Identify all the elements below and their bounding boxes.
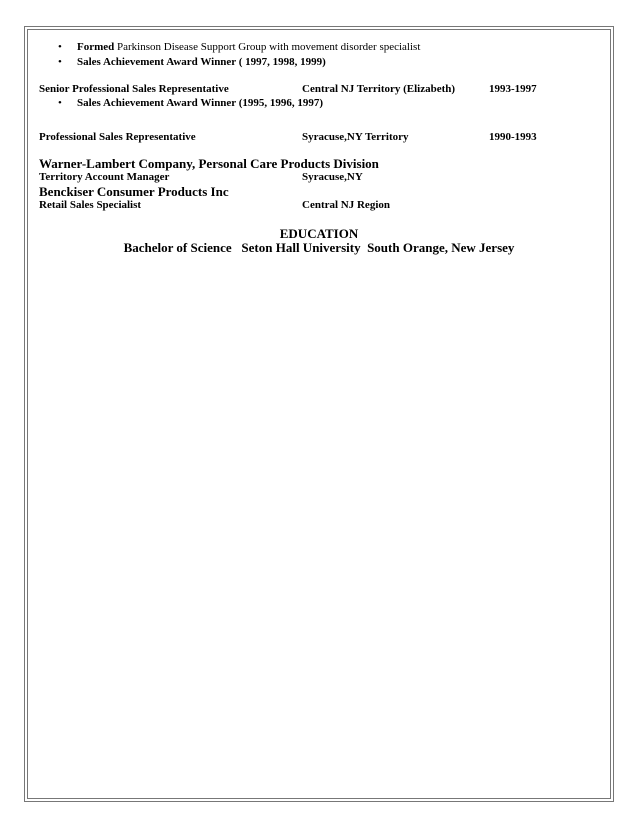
education-heading: EDUCATION [279,226,359,241]
bullet-text: Sales Achievement Award Winner (1995, 1996, 1997) [77,97,324,109]
company-name: Warner-Lambert Company, Personal Care Products Division [39,156,379,171]
company-location: Syracuse,NY [302,171,363,183]
position-title: Senior Professional Sales Representative [39,83,229,95]
company-location: Central NJ Region [302,199,390,211]
position-title: Professional Sales Representative [39,131,196,143]
education-line [27,240,611,255]
bullet-marker: • [58,56,62,68]
bullet-bold-text: Sales Achievement Award Winner ( 1997, 1998, 1999) [77,56,326,68]
position-territory: Syracuse,NY Territory [302,131,409,143]
bullet-marker: • [58,41,62,53]
bullet-text: Parkinson Disease Support Group with movement disorder specialist [114,41,421,53]
education-degree: Bachelor of Science Seton Hall University South Orange, New Jersey [123,240,515,255]
company-name: Benckiser Consumer Products Inc [39,184,229,199]
bullet-award-1997-1999 [58,56,326,69]
position-years: 1990-1993 [489,131,537,143]
position-territory: Central NJ Territory (Elizabeth) [302,83,456,95]
bullet-marker: • [58,97,62,109]
bullet-formed-support-group [58,41,420,54]
page-border-inner [27,29,611,799]
company-role: Territory Account Manager [39,171,170,183]
position-years: 1993-1997 [489,83,537,95]
bullet-award-1995-1997 [58,97,323,110]
company-role: Retail Sales Specialist [39,199,142,211]
bullet-bold-text: Formed [77,41,115,53]
